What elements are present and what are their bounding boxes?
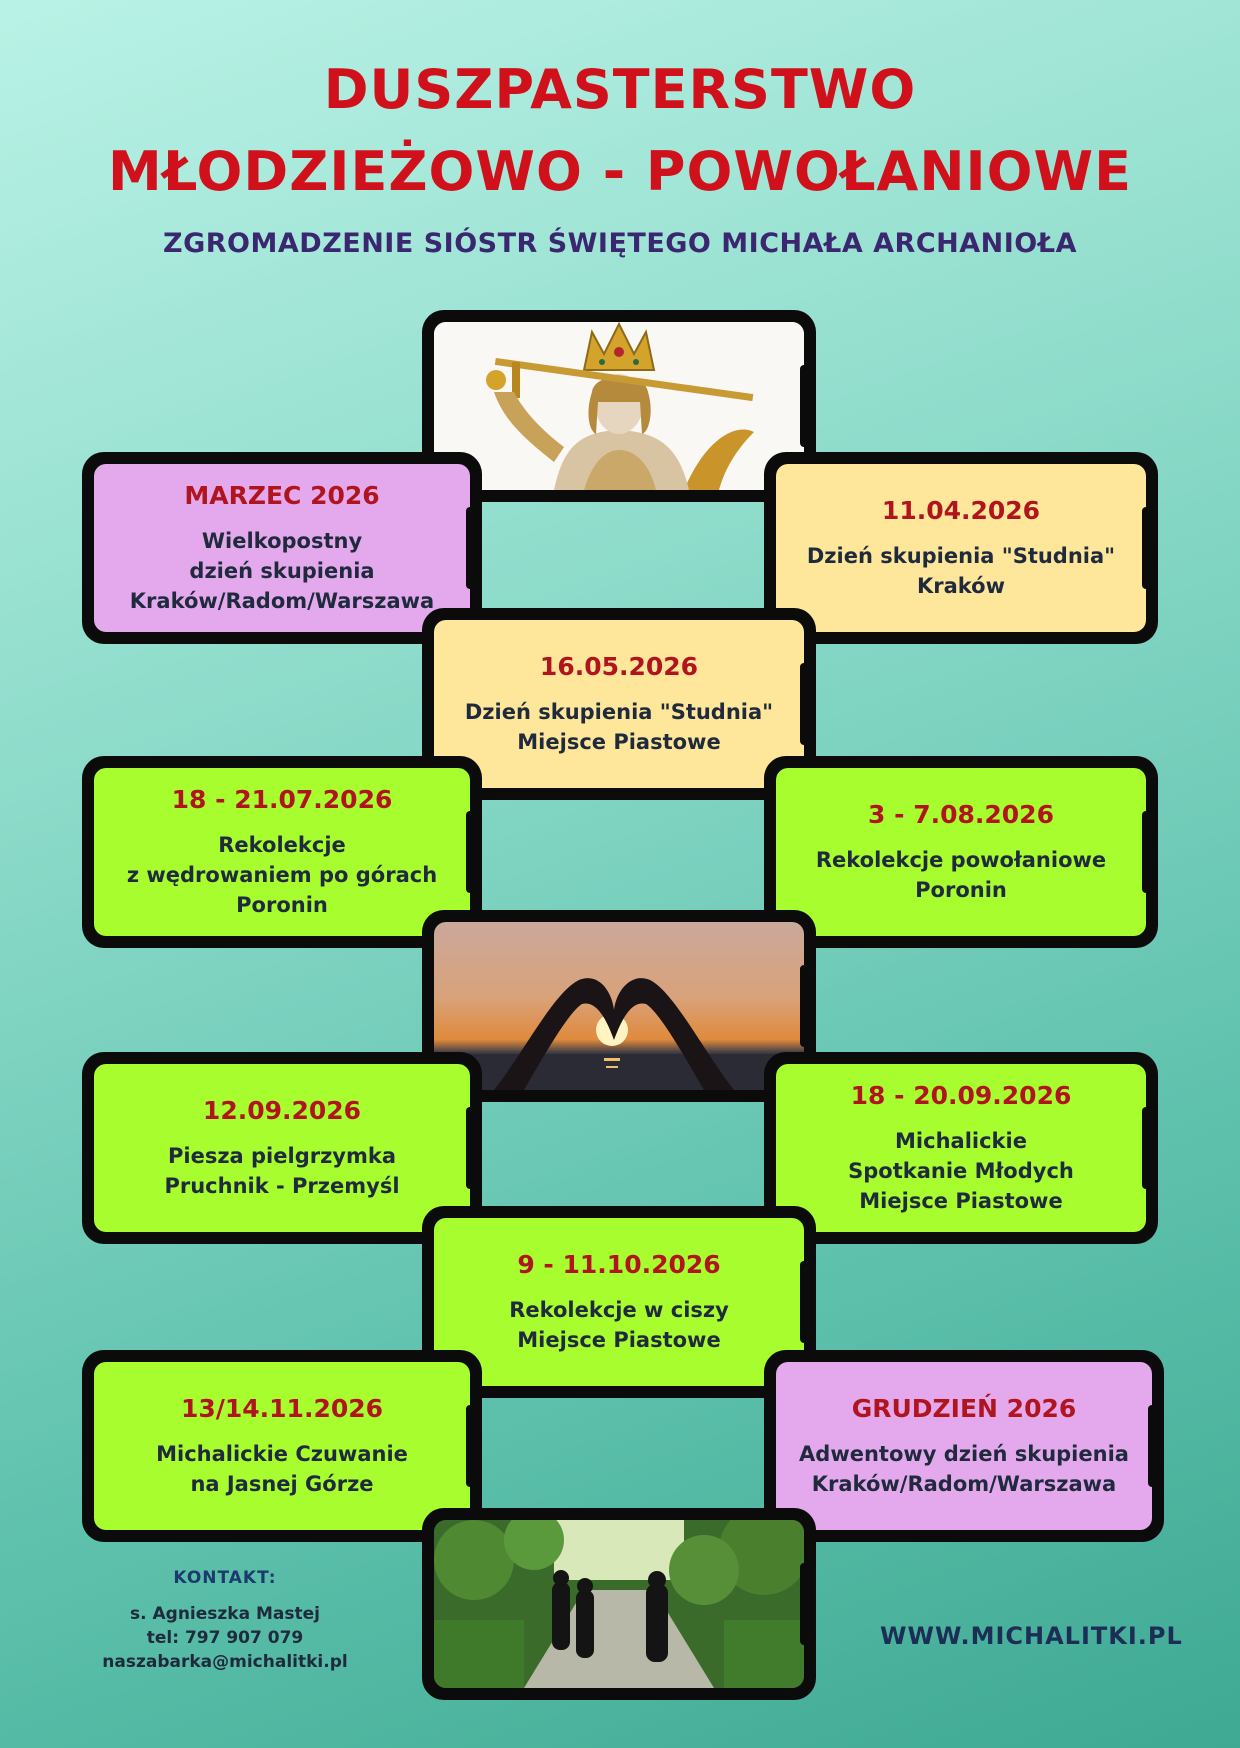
archangel-statue-image xyxy=(434,322,804,490)
event-date: 9 - 11.10.2026 xyxy=(517,1249,721,1279)
contact-heading: KONTAKT: xyxy=(173,1568,277,1588)
event-card-18-21-07 xyxy=(82,756,482,948)
event-date: 3 - 7.08.2026 xyxy=(868,799,1054,829)
title-line-2: MŁODZIEŻOWO - POWOŁANIOWE xyxy=(108,140,1132,203)
contact-name: s. Agnieszka Mastej xyxy=(130,1604,320,1624)
event-date: MARZEC 2026 xyxy=(184,480,380,510)
event-description: Rekolekcje z wędrowaniem po górach Poronin xyxy=(126,832,438,917)
contact-phone[interactable]: tel: 797 907 079 xyxy=(146,1628,304,1648)
event-card-12-09 xyxy=(82,1052,482,1244)
event-card-13-14-11 xyxy=(82,1350,482,1542)
event-date: 11.04.2026 xyxy=(881,495,1041,525)
title-line-1: DUSZPASTERSTWO xyxy=(323,58,917,121)
event-date: 18 - 20.09.2026 xyxy=(850,1080,1072,1110)
event-date: GRUDZIEŃ 2026 xyxy=(851,1393,1077,1423)
event-description: Rekolekcje w ciszy Miejsce Piastowe xyxy=(509,1297,729,1352)
event-description: Wielkopostny dzień skupienia Kraków/Radom/Warszawa xyxy=(129,528,435,613)
subtitle: ZGROMADZENIE SIÓSTR ŚWIĘTEGO MICHAŁA ARCHANIOŁA xyxy=(163,228,1077,259)
event-description: Dzień skupienia "Studnia" Miejsce Piastowe xyxy=(464,699,774,754)
contact-email[interactable]: naszabarka@michalitki.pl xyxy=(102,1652,348,1672)
event-card-18-20-09 xyxy=(764,1052,1158,1244)
forest-path-image xyxy=(434,1520,804,1688)
event-description: Rekolekcje powołaniowe Poronin xyxy=(815,847,1107,902)
website-link[interactable]: WWW.MICHALITKI.PL xyxy=(880,1622,1183,1650)
photo-phone-forest xyxy=(422,1508,816,1700)
event-date: 12.09.2026 xyxy=(202,1095,362,1125)
event-description: Michalickie Czuwanie na Jasnej Górze xyxy=(156,1441,408,1496)
event-description: Adwentowy dzień skupienia Kraków/Radom/Warszawa xyxy=(799,1441,1129,1496)
event-description: Michalickie Spotkanie Młodych Miejsce Piastowe xyxy=(848,1128,1074,1213)
event-card-11-04 xyxy=(764,452,1158,644)
event-date: 18 - 21.07.2026 xyxy=(171,784,393,814)
heart-hands-sunset-image xyxy=(434,922,804,1090)
event-description: Dzień skupienia "Studnia" Kraków xyxy=(806,543,1116,598)
event-card-3-7-08 xyxy=(764,756,1158,948)
event-date: 13/14.11.2026 xyxy=(180,1393,384,1423)
contact-block xyxy=(85,1568,365,1674)
event-card-grudzien xyxy=(764,1350,1164,1542)
event-description: Piesza pielgrzymka Pruchnik - Przemyśl xyxy=(164,1143,400,1198)
event-date: 16.05.2026 xyxy=(539,651,699,681)
event-card-marzec xyxy=(82,452,482,644)
